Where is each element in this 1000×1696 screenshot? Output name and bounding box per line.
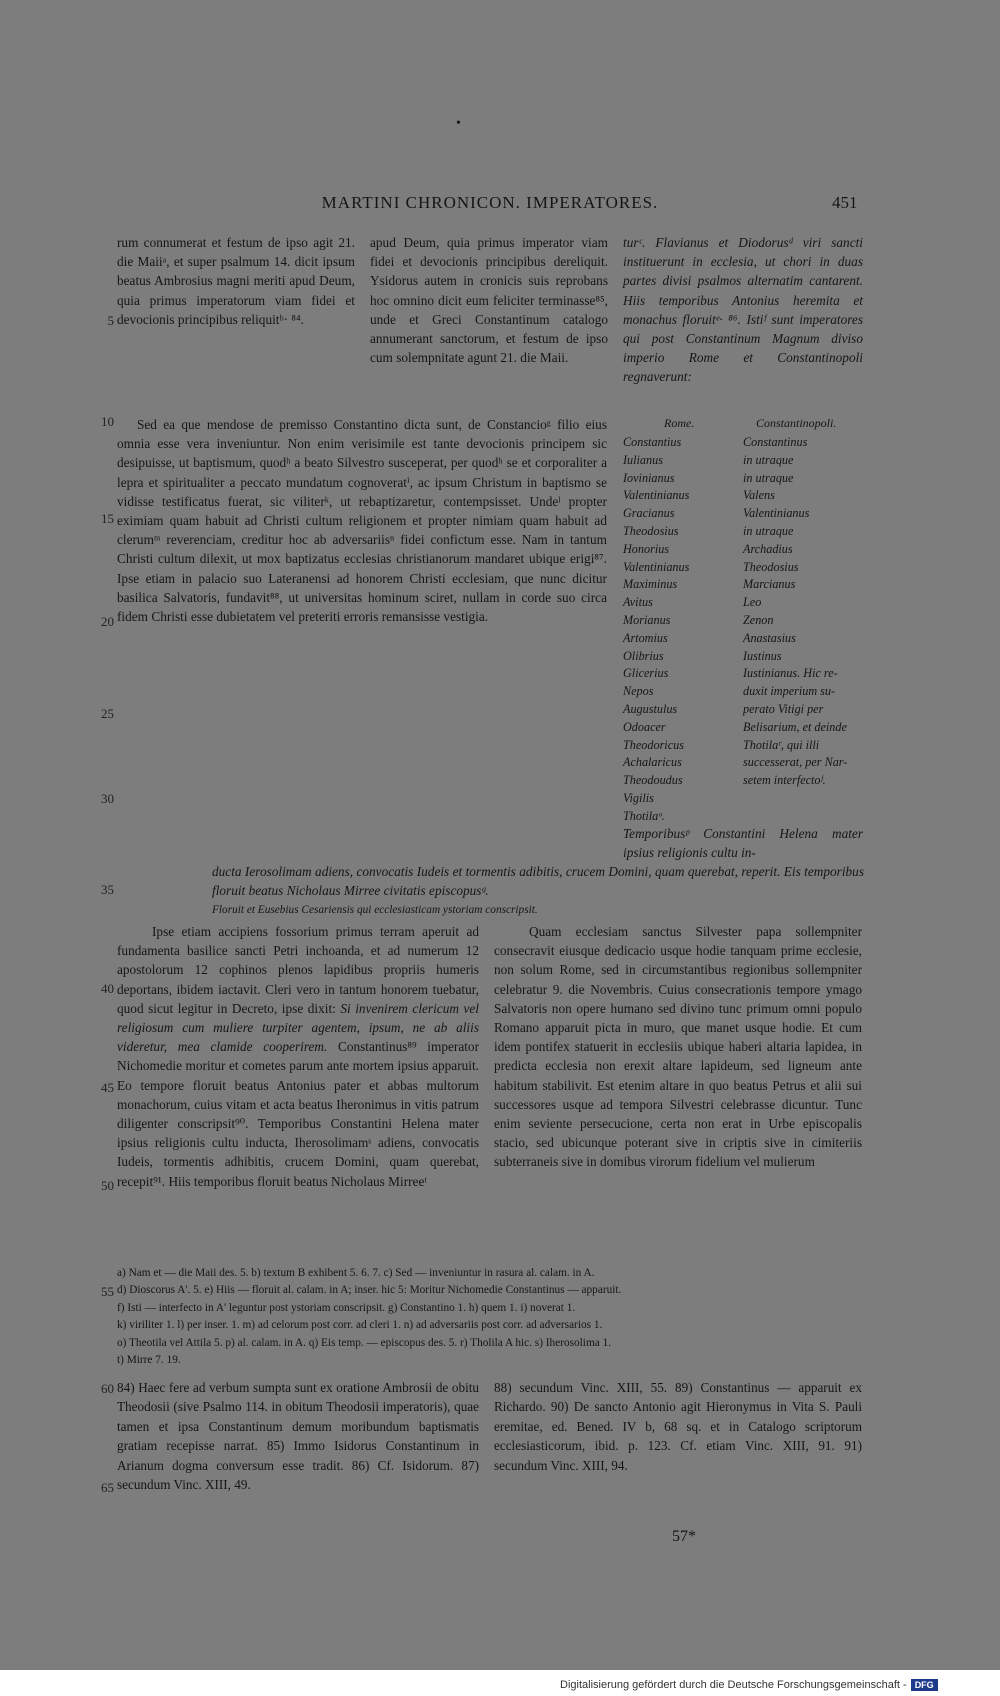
- line-number: 40: [101, 981, 114, 996]
- footnote-line: o) Theotila vel Attila 5. p) al. calam. in A. q) Eis temp. — episcopus des. 5. r) Tholila A hic. s) Iherosolima 1.: [117, 1336, 612, 1349]
- emperor-name: Thotilaᵒ.: [623, 808, 665, 823]
- lower-left-text-continued: Constantinus⁸⁹ imperator Nichomedie moritur et cometes parum ante mortem ipsius apparuit. Eo tempore floruit beatus Antonius pater et abbas multorum monachorum, cuius vitam et acta beatus Iheronimus in vitis patrum diligenter conscripsit⁹⁰. Temporibus Constantini Helena mater ipsius religionis cultu inducta, Iherosolimamˢ adiens, convocatis Iudeis, tormentis adhibitis, crucem Domini, quam querebat, recepit⁹¹. Hiis temporibus floruit beatus Nicholaus Mirreeᵗ: [117, 1039, 479, 1189]
- emperor-name: Nepos: [623, 684, 654, 699]
- emperor-name: Theodosius: [743, 559, 799, 574]
- source-notes-left: 84) Haec fere ad verbum sumpta sunt ex oratione Ambrosii de obitu Theodosii (sive Psalmo 114. in obitum Theodosii imperatoris), quae tamen et ipsa Constantinum demum moribundum baptismatis gratiam recepisse narrat. 85) Immo Isidorus Constantinum in Arianum dogma conversum esse tradit. 86) Cf. Isidorum. 87) secundum Vinc. XIII, 49.: [117, 1380, 479, 1493]
- emperor-name: Valentinianus: [743, 506, 810, 521]
- emperor-name: Leo: [743, 595, 762, 610]
- line-number: 45: [101, 1080, 114, 1095]
- emperor-name: Gracianus: [623, 506, 675, 521]
- emperor-name: Honorius: [623, 541, 670, 556]
- emperor-name: in utraque: [743, 523, 794, 538]
- line-number: 15: [101, 511, 114, 526]
- emperor-name: Theodoricus: [623, 737, 684, 752]
- dfg-logo: DFG: [911, 1679, 938, 1691]
- helena-passage-end: ducta Ierosolimam adiens, convocatis Iudeis et tormentis adibitis, crucem Domini, quam querebat, reperit. Eis temporibus floruit beatus Nicholaus Mirree civitatis episcopusᵍ.: [212, 864, 864, 899]
- emperor-name: Belisarium, et deinde: [743, 719, 847, 734]
- eusebius-note: Floruit et Eusebius Cesariensis qui ecclesiasticam ystoriam conscripsit.: [212, 904, 538, 916]
- emperor-name: in utraque: [743, 452, 794, 467]
- emperor-list-constantinople: [743, 434, 868, 790]
- emperor-name: Artomius: [623, 630, 668, 645]
- digitization-credit: [560, 1679, 938, 1691]
- list-heading-constantinople: Constantinopoli.: [756, 416, 837, 430]
- lower-left-column: [117, 922, 479, 1191]
- footnote-line: a) Nam et — die Maii des. 5. b) textum B exhibent 5. 6. 7. c) Sed — inveniuntur in rasura al. calam. in A.: [117, 1267, 595, 1279]
- emperor-name: Anastasius: [743, 630, 796, 645]
- line-number: 20: [101, 614, 114, 629]
- line-number: 35: [101, 882, 114, 897]
- emperor-name: successerat, per Nar-: [743, 755, 848, 770]
- emperor-name: Vigilis: [623, 790, 654, 805]
- emperor-name: Odoacer: [623, 719, 666, 734]
- column-text-middle: apud Deum, quia primus imperator viam fidei et devocionis principibus dereliquit. Ysidorus autem in cronicis suis reprobans hoc omnino dicit eum feliciter terminasse⁸⁵, unde et Greci Constantinum catalogo annumerant sanctorum, et festum de ipso cum solempnitate agunt 21. die Maii.: [370, 235, 608, 366]
- emperor-name: perato Vitigi per: [743, 701, 824, 716]
- line-number: 5: [107, 313, 114, 328]
- emperor-name: setem interfectoᶠ.: [743, 773, 826, 788]
- footnote-line: k) viriliter 1. l) per inser. 1. m) ad celorum post corr. ad cleri 1. n) ad adversariis post corr. ad adversarios 1.: [117, 1319, 603, 1332]
- emperor-name: Theodosius: [623, 523, 679, 538]
- emperor-list-rome: [623, 434, 743, 826]
- emperor-name: Constantinus: [743, 435, 808, 449]
- footnote-line: t) Mirre 7. 19.: [117, 1354, 181, 1367]
- line-number: 60: [101, 1381, 114, 1396]
- emperor-name: duxit imperium su-: [743, 684, 836, 699]
- column-text-left: rum connumerat et festum de ipso agit 21. die Maiiᵃ, et super psalmum 14. dicit ipsum beatus Ambrosius magni meriti apud Deum, quia primus imperatorum viam fidei et devocionis principibus reliquitᵇ· ⁸⁴.: [117, 235, 355, 327]
- lower-right-column: Quam ecclesiam sanctus Silvester papa sollempniter consecravit eiusque dedicacio usque hodie tanquam prime ecclesie, non solum Rome, sed in circumstantibus regionibus sollempniter celebratur 9. die Novembris. Cuius consecrationis tempore ymago Salvatoris non opere humano sed divino tunc primum omni populo Romano apparuit picta in muro, que manet usque hodie. Et cum idem pontifex statuerit in ecclesiis ubique haberi altaria lapidea, in predicta ecclesia non erexit altare lapideum, sed ligneum ante habitum stabilivit. Est etenim altare in quo beatus Petrus et alii sui successores usque ad tempora Silvestri celebrasse dicuntur. Tunc enim seviente persecucione, certa non erat in Urbe episcopalis stacio, sed ubicunque poterant sive in criptis sive in cimiteriis subterraneis sive in domibus virorum fidelium vel mulierum: [494, 924, 862, 1170]
- emperor-name: Thotilaʳ, qui illi: [743, 737, 820, 752]
- emperor-name: Constantius: [623, 435, 682, 449]
- signature-mark: 57*: [672, 1528, 696, 1545]
- running-title: MARTINI CHRONICON. IMPERATORES.: [321, 193, 659, 212]
- emperor-name: Maximinus: [623, 577, 678, 592]
- emperor-name: Achalaricus: [623, 755, 682, 770]
- emperor-name: Morianus: [623, 612, 671, 627]
- decretum-quote: Si invenirem clericum vel religiosum cum muliere turpiter agentem, ipsum, ne ab aliis videretur, mea clamide cooperirem.: [117, 1000, 479, 1055]
- emperor-name: Glicerius: [623, 666, 669, 681]
- main-paragraph: Sed ea que mendose de premisso Constantino dicta sunt, de Constancioᵍ filio eius omnia esse vera inveniuntur. Non enim verisimile est tante devocionis principem sic desipuisse, ut baptismum, quodʰ a beato Silvestro susceperat, per quodʰ se et corporaliter a lepra et spiritualiter a peccato mundatum cognoveratⁱ, ac ipsum Christum in baptismo se vidisse testificatus fuerat, sic viliterᵏ, ut rebaptizaretur, contempsisset. Undeˡ propter eximiam quam habuit ad Christi cultum religionem et propter nimiam quam habuit ad clerumᵐ reverenciam, creditur hoc ab adversariisⁿ fidei confictum esse. Nam in tantum Christi cultum dilexit, ut mox baptizatus ecclesias christianorum mandaret ubique erigi⁸⁷. Ipse etiam in palacio suo Lateranensi ad honorem Christi ecclesiam, que nunc dicitur basilica Salvatoris, fundavit⁸⁸, ut universitas hominum sciret, nullam in corde suo circa fidem Christi esse dubietatem vel preteriti erroris remansisse vestigia.: [117, 417, 607, 625]
- credit-text: Digitalisierung gefördert durch die Deutsche Forschungsgemeinschaft -: [560, 1679, 907, 1691]
- emperor-name: Augustulus: [623, 701, 678, 716]
- column-text-right: turᶜ. Flavianus et Diodorusᵈ viri sancti instituerunt in ecclesia, ut chori in duas partes divisi psalmos alternatim cantarent. Hiis temporibus Antonius heremita et monachus floruitᵉ· ⁸⁶. Istiᶠ sunt imperatores qui post Constantinum Magnum diviso imperio Rome et Constantinopoli regnaverunt:: [623, 235, 863, 385]
- emperor-name: Valentinianus: [623, 559, 690, 574]
- source-notes-right: 88) secundum Vinc. XIII, 55. 89) Constantinus — apparuit ex Richardo. 90) De sancto Antonio agit Hieronymus in Vita S. Pauli eremitae, ed. Bened. IV b, 68 sq. et in Catalogo scriptorum ecclesiasticorum, ibid. p. 123. Cf. etiam Vinc. XIII, 91. 91) secundum Vinc. XIII, 94.: [494, 1380, 862, 1473]
- emperor-name: Archadius: [743, 541, 793, 556]
- emperor-name: Zenon: [743, 612, 774, 627]
- emperor-name: Marcianus: [743, 577, 796, 592]
- list-heading-rome: Rome.: [664, 416, 695, 430]
- page-mark: •: [456, 116, 461, 131]
- line-number: 50: [101, 1178, 114, 1193]
- apparatus-footnotes: [117, 1265, 862, 1369]
- line-number: 65: [101, 1480, 114, 1495]
- emperor-name: Iustinianus. Hic re-: [743, 666, 838, 681]
- emperor-name: in utraque: [743, 470, 794, 485]
- lower-left-text: Ipse etiam accipiens fossorium primus terram aperuit ad fundamenta basilice sancti Petri inchoanda, et ad numerum 12 apostolorum 12 cophinos plenos lapidibus propriis humeris deportans, ibidem iactavit. Cleri vero in tantum honorem tuebatur, quod sicut legitur in Decreto, ipse dixit:: [117, 924, 479, 1016]
- emperor-name: Theodoudus: [623, 773, 683, 788]
- footnote-line: f) Isti — interfecto in A' leguntur post ystoriam conscripsit. g) Constantino 1. h) quem 1. i) noverat 1.: [117, 1301, 576, 1314]
- emperor-name: Valentinianus: [623, 488, 690, 503]
- emperor-name: Iulianus: [623, 452, 663, 467]
- line-number: 30: [101, 791, 114, 806]
- footnote-line: d) Dioscorus A'. 5. e) Hiis — floruit al. calam. in A; inser. hic 5: Moritur Nichomedie Constantinus — apparuit.: [117, 1284, 622, 1297]
- helena-passage-start: Temporibusᵖ Constantini Helena mater ipsius religionis cultu in-: [623, 826, 863, 861]
- line-number: 55: [101, 1284, 114, 1299]
- emperor-name: Valens: [743, 488, 775, 503]
- emperor-name: Iovinianus: [623, 470, 675, 485]
- emperor-name: Avitus: [623, 595, 653, 610]
- line-number: 25: [101, 706, 114, 721]
- page-number: 451: [832, 193, 858, 212]
- emperor-name: Iustinus: [743, 648, 782, 663]
- emperor-name: Olibrius: [623, 648, 664, 663]
- line-number: 10: [101, 414, 114, 429]
